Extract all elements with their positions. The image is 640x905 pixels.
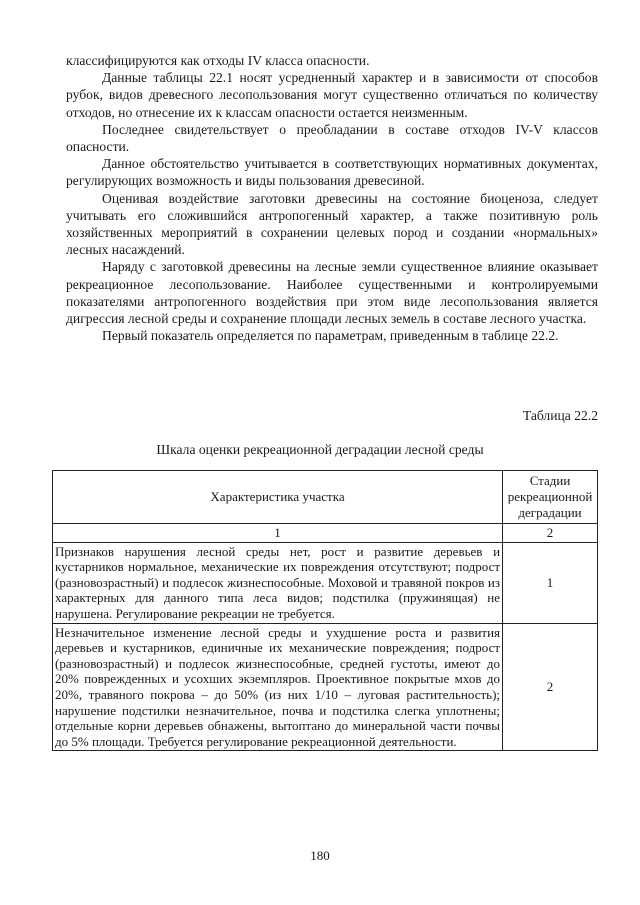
row-stage: 1	[503, 542, 598, 623]
paragraph: Наряду с заготовкой древесины на лесные земли существенное влияние оказывает рекреационное лесопользование. Наиболее существенными и контролируемыми показателями антропогенного воздействия при этом виде лесопользования является дигрессия лесной среды и сохранение площади лесных земель в составе лесного участка.	[66, 259, 598, 327]
degradation-table	[52, 470, 598, 751]
table-row	[53, 542, 598, 623]
paragraph: Оценивая воздействие заготовки древесины на состояние биоценоза, следует учитывать его сложившийся антропогенный характер, а также позитивную роль хозяйственных мероприятий в сохранении целевых пород и создании «нормальных» лесных насаждений.	[66, 190, 598, 258]
paragraph: Последнее свидетельствует о преобладании в составе отходов IV-V классов опасности.	[66, 121, 598, 155]
table-number-row	[53, 524, 598, 543]
column-number: 1	[53, 524, 503, 543]
paragraph: Первый показатель определяется по параметрам, приведенным в таблице 22.2.	[102, 328, 559, 344]
table-title: Шкала оценки рекреационной деградации лесной среды	[156, 442, 484, 457]
body-text	[66, 52, 598, 344]
header-stage: Стадии рекреационной деградации	[503, 471, 598, 524]
table-caption: Таблица 22.2	[522, 408, 598, 423]
row-description: Незначительное изменение лесной среды и ухудшение роста и развития деревьев и кустарников, единичные их механические повреждения; подрост (разновозрастный) и подлесок жизнеспособные, средней густоты, имеют до 20% поврежденных и усохших экземпляров. Проективное покрытые мхов до 20%, травяного покрова – до 50% (из них 1/10 – луговая растительность); нарушение подстилки незначительное, почва и подстилка слегка уплотнены; отдельные корни деревьев обнажены, вытоптано до минеральной части почвы до 5% площади. Требуется регулирование рекреационной деятельности.	[53, 623, 503, 751]
row-stage: 2	[503, 623, 598, 751]
table-row	[53, 623, 598, 751]
page-number: 180	[310, 848, 330, 863]
row-description: Признаков нарушения лесной среды нет, рост и развитие деревьев и кустарников нормальное, механические их повреждения отсутствуют; подрост (разновозрастный) и подлесок жизнеспособные. Моховой и травяной покров из характерных для данного типа леса видов; подстилка (пружинящая) не нарушена. Регулирование рекреации не требуется.	[53, 542, 503, 623]
paragraph: Данные таблицы 22.1 носят усредненный характер и в зависимости от способов рубок, видов древесного лесопользования могут существенно отличаться по количеству отходов, но отнесение их к классам опасности остается неизменным.	[66, 70, 598, 120]
paragraph-continuation: классифицируются как отходы IV класса опасности.	[66, 53, 370, 68]
header-characteristic: Характеристика участка	[53, 471, 503, 524]
table-header-row	[53, 471, 598, 524]
column-number: 2	[503, 524, 598, 543]
paragraph: Данное обстоятельство учитывается в соответствующих нормативных документах, регулирующих возможность и виды пользования древесиной.	[66, 156, 598, 189]
